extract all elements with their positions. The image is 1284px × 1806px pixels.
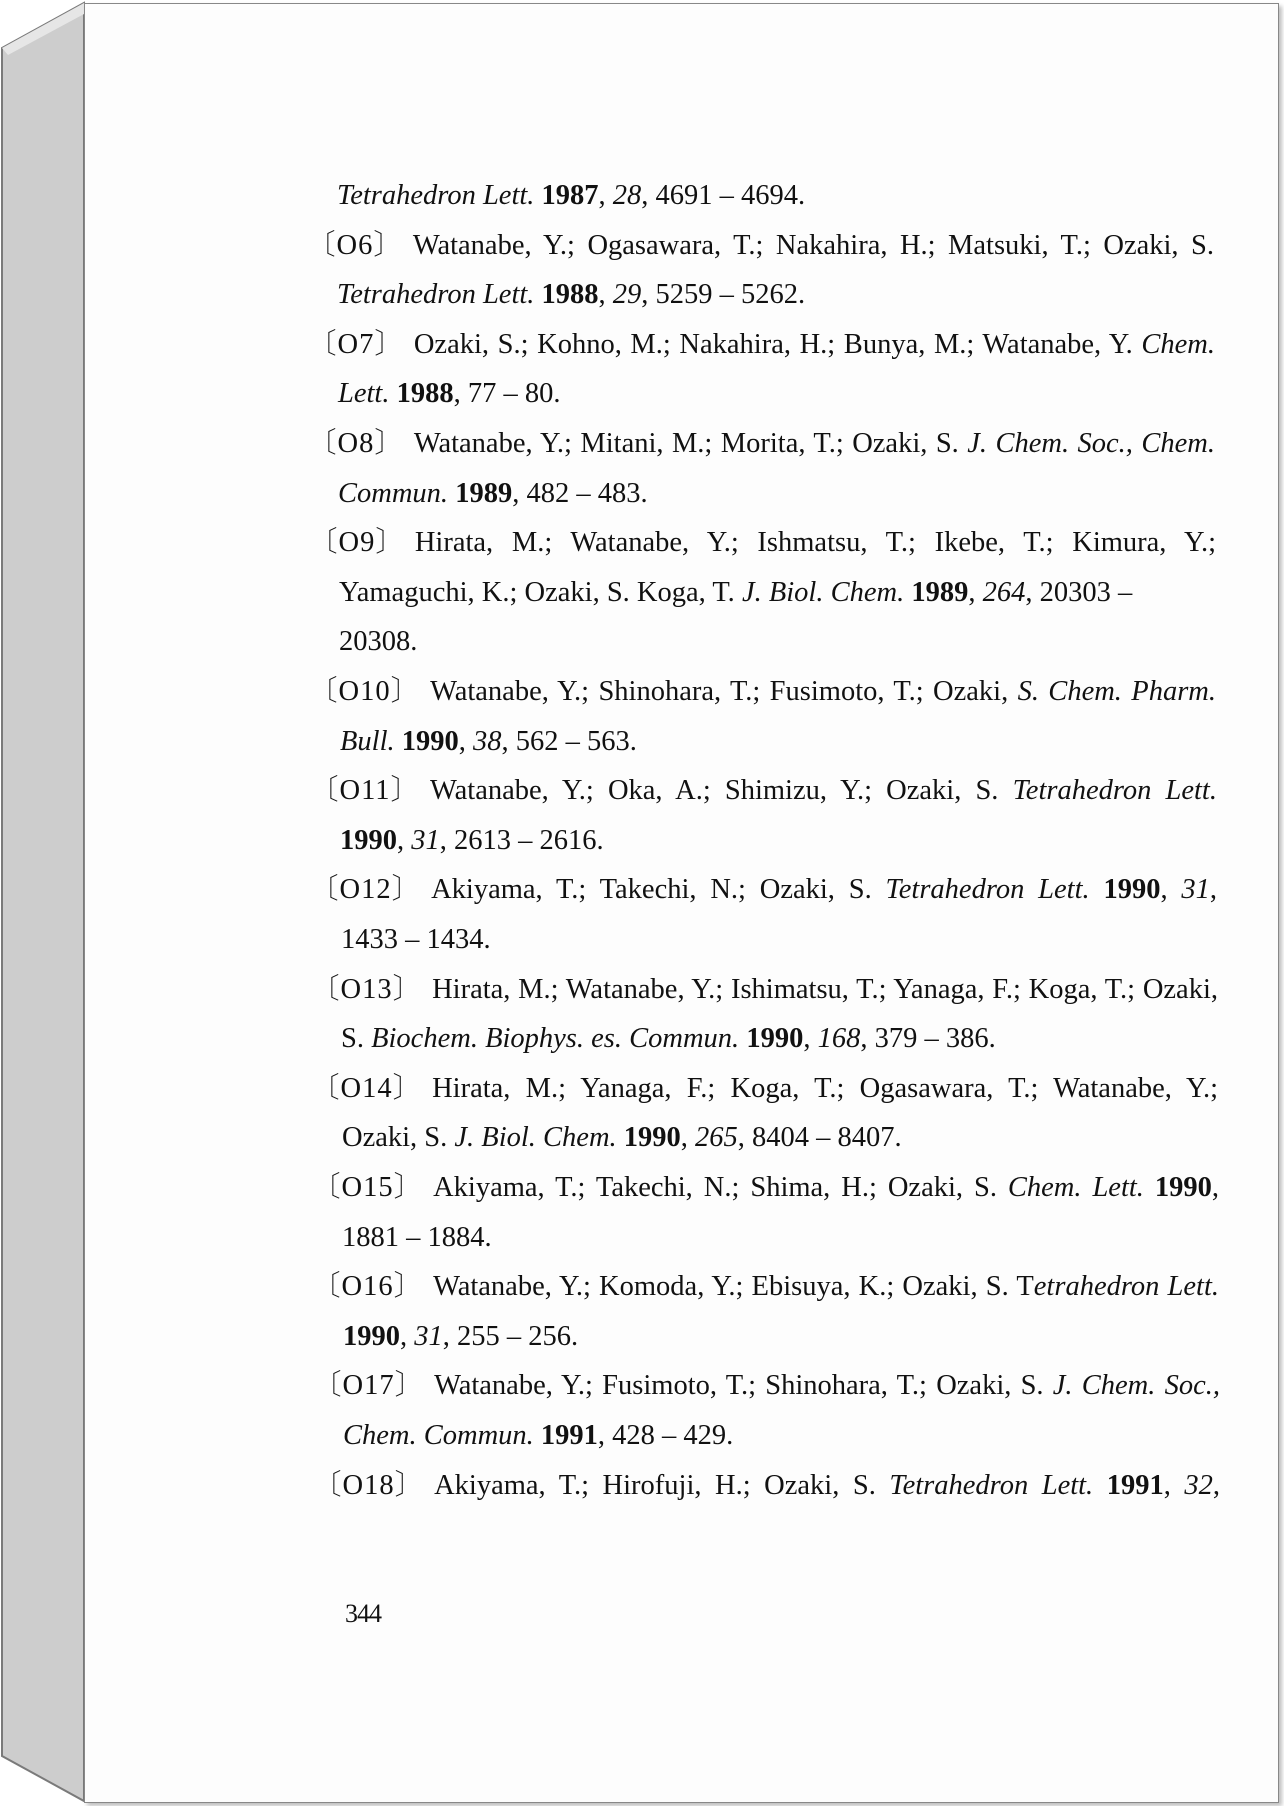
- italic-text: Commun.: [338, 477, 449, 509]
- reference-first-line: [312, 1171, 1219, 1205]
- bold-year: 1990: [1103, 874, 1161, 906]
- reference-first-line: [309, 675, 1216, 709]
- bold-year: 1990: [401, 725, 459, 757]
- reference-text: Watanabe, Y.; Oka, A.; Shimizu, Y.; Ozaki, S.: [430, 775, 1013, 807]
- reference-continuation-line: [342, 1121, 902, 1155]
- book-page: [84, 3, 1279, 1803]
- reference-continuation-line: [343, 1320, 578, 1354]
- italic-text: 264: [982, 576, 1026, 608]
- reference-text: Watanabe, Y.; Komoda, Y.; Ebisuya, K.; Ozaki, S. T: [433, 1271, 1034, 1303]
- reference-first-line: [313, 1369, 1220, 1403]
- italic-text: Tetrahedron Lett.: [889, 1469, 1094, 1501]
- italic-text: 28: [612, 180, 642, 211]
- reference-continuation-line: [341, 923, 491, 957]
- reference-first-line: [312, 1270, 1219, 1304]
- italic-text: Lett.: [338, 378, 390, 410]
- reference-number: 〔O17〕: [313, 1370, 425, 1402]
- reference-continuation-line: [340, 824, 604, 858]
- bold-year: 1988: [396, 378, 454, 410]
- reference-text: ,: [458, 725, 473, 757]
- reference-text: Akiyama, T.; Takechi, N.; Shima, H.; Ozaki, S.: [433, 1172, 1008, 1203]
- reference-text: Ozaki, S.: [342, 1122, 455, 1154]
- reference-text: Ozaki, S.; Kohno, M.; Nakahira, H.; Bunya, M.; Watanabe, Y.: [413, 328, 1142, 360]
- reference-text: Akiyama, T.; Hirofuji, H.; Ozaki, S.: [434, 1469, 890, 1501]
- reference-text: ,: [1209, 874, 1218, 906]
- reference-text: [534, 279, 541, 310]
- book-spine-face: [2, 3, 84, 1801]
- bold-year: 1988: [541, 279, 599, 311]
- reference-text: [1090, 874, 1104, 905]
- bold-year: 1990: [340, 824, 397, 856]
- reference-text: Hirata, M.; Watanabe, Y.; Ishimatsu, T.; Yanaga, F.; Koga, T.; Ozaki,: [432, 973, 1218, 1005]
- italic-text: Chem. Lett.: [1007, 1172, 1144, 1203]
- reference-list: [85, 4, 1278, 1802]
- italic-text: 168: [817, 1023, 861, 1055]
- italic-text: J. Chem. Soc.,: [1052, 1370, 1221, 1402]
- reference-continuation-line: [342, 1221, 492, 1255]
- reference-text: , 379 – 386.: [860, 1023, 996, 1055]
- reference-text: ,: [1211, 1172, 1219, 1203]
- reference-number: 〔O7〕: [308, 328, 404, 360]
- reference-text: ,: [400, 1320, 415, 1352]
- reference-first-line: [311, 1072, 1218, 1106]
- reference-text: , 20303 –: [1025, 576, 1133, 608]
- italic-text: J. Chem. Soc., Chem.: [967, 428, 1215, 459]
- reference-continuation-line: [338, 377, 560, 411]
- reference-number: 〔O9〕: [309, 527, 405, 559]
- italic-text: Bull.: [340, 725, 395, 757]
- reference-text: [389, 378, 396, 409]
- italic-text: Chem.: [1141, 328, 1215, 360]
- reference-text: Hirata, M.; Watanabe, Y.; Ishmatsu, T.; Ikebe, T.; Kimura, Y.;: [414, 527, 1216, 559]
- reference-text: ,: [1160, 874, 1182, 906]
- italic-text: Biochem. Biophys. es. Commun.: [371, 1023, 740, 1055]
- bold-year: 1991: [1106, 1469, 1164, 1501]
- italic-text: 31: [1181, 874, 1210, 906]
- italic-text: Tetrahedron Lett.: [885, 874, 1090, 906]
- reference-text: [617, 1122, 624, 1153]
- reference-first-line: [311, 973, 1218, 1007]
- italic-text: 29: [612, 279, 642, 311]
- reference-text: Watanabe, Y.; Fusimoto, T.; Shinohara, T.; Ozaki, S.: [434, 1370, 1053, 1402]
- reference-number: 〔O13〕: [311, 973, 423, 1005]
- reference-first-line: [307, 229, 1214, 263]
- reference-number: 〔O8〕: [308, 428, 404, 459]
- reference-number: 〔O15〕: [312, 1172, 424, 1203]
- book-spine: [0, 0, 86, 1806]
- reference-text: [395, 726, 402, 757]
- reference-text: Hirata, M.; Yanaga, F.; Koga, T.; Ogasawara, T.; Watanabe, Y.;: [432, 1072, 1218, 1104]
- reference-text: ,: [1212, 1469, 1220, 1501]
- italic-text: S. Chem. Pharm.: [1017, 676, 1216, 707]
- reference-continuation-line: [339, 576, 1132, 610]
- reference-number: 〔O12〕: [310, 874, 422, 906]
- italic-text: 31: [411, 824, 440, 856]
- reference-text: , 4691 – 4694.: [641, 180, 806, 211]
- reference-text: 1881 – 1884.: [342, 1221, 492, 1253]
- reference-first-line: [310, 774, 1217, 808]
- bold-year: 1990: [1154, 1172, 1212, 1203]
- italic-text: Tetrahedron Lett.: [1012, 775, 1217, 807]
- reference-text: ,: [1163, 1469, 1185, 1501]
- italic-text: 31: [414, 1320, 443, 1352]
- bold-year: 1991: [540, 1420, 598, 1451]
- reference-text: Watanabe, Y.; Shinohara, T.; Fusimoto, T.; Ozaki,: [430, 676, 1018, 707]
- italic-text: J. Biol. Chem.: [454, 1122, 617, 1154]
- reference-continuation-line: [337, 278, 805, 312]
- reference-text: [534, 180, 541, 211]
- reference-text: , 562 – 563.: [501, 725, 637, 757]
- reference-number: 〔O10〕: [309, 676, 421, 707]
- bold-year: 1989: [455, 477, 513, 509]
- italic-text: 32: [1184, 1469, 1213, 1501]
- reference-first-line: [309, 526, 1216, 560]
- reference-text: ,: [968, 576, 983, 608]
- reference-number: 〔O16〕: [312, 1271, 424, 1303]
- reference-text: ,: [680, 1122, 696, 1154]
- reference-text: , 255 – 256.: [442, 1320, 579, 1352]
- reference-text: [1144, 1172, 1155, 1203]
- italic-text: Tetrahedron Lett.: [337, 279, 535, 311]
- reference-number: 〔O14〕: [311, 1072, 423, 1104]
- reference-text: Yamaguchi, K.; Ozaki, S. Koga, T.: [339, 576, 742, 608]
- reference-text: 20308.: [339, 626, 418, 658]
- reference-text: , 77 – 80.: [453, 378, 561, 410]
- bold-year: 1987: [541, 180, 599, 211]
- reference-text: [1093, 1470, 1107, 1501]
- reference-text: , 8404 – 8407.: [737, 1122, 902, 1154]
- reference-text: ,: [598, 279, 613, 311]
- bold-year: 1990: [746, 1023, 804, 1055]
- bold-year: 1990: [343, 1320, 400, 1352]
- reference-text: Akiyama, T.; Takechi, N.; Ozaki, S.: [431, 874, 886, 906]
- italic-text: Chem. Commun.: [343, 1420, 534, 1451]
- reference-text: Watanabe, Y.; Ogasawara, T.; Nakahira, H.; Matsuki, T.; Ozaki, S.: [412, 229, 1214, 261]
- reference-continuation-line: [341, 1022, 996, 1056]
- reference-text: [534, 1420, 541, 1451]
- reference-first-line: [308, 328, 1215, 362]
- reference-text: Watanabe, Y.; Mitani, M.; Morita, T.; Ozaki, S.: [413, 428, 968, 459]
- reference-first-line: [313, 1469, 1220, 1503]
- reference-continuation-line: [338, 477, 648, 511]
- reference-text: , 428 – 429.: [597, 1420, 734, 1451]
- italic-text: J. Biol. Chem.: [741, 576, 905, 608]
- reference-number: 〔O11〕: [310, 775, 421, 807]
- page-number: 344: [345, 1599, 381, 1628]
- reference-first-line: [308, 427, 1215, 461]
- reference-text: ,: [803, 1023, 818, 1055]
- reference-continuation-line: [343, 1419, 733, 1453]
- reference-continuation-line: [337, 179, 805, 213]
- reference-number: 〔O18〕: [313, 1469, 425, 1501]
- reference-text: , 2613 – 2616.: [439, 824, 604, 856]
- reference-text: 1433 – 1434.: [341, 924, 491, 955]
- bold-year: 1990: [623, 1122, 681, 1154]
- italic-text: 38: [473, 725, 502, 757]
- reference-text: ,: [598, 180, 613, 211]
- reference-text: , 482 – 483.: [512, 477, 648, 509]
- bold-year: 1989: [911, 576, 969, 608]
- reference-number: 〔O6〕: [307, 229, 403, 261]
- reference-first-line: [310, 873, 1217, 907]
- reference-text: ,: [397, 824, 412, 856]
- italic-text: etrahedron Lett.: [1033, 1271, 1219, 1303]
- reference-text: , 5259 – 5262.: [641, 279, 806, 311]
- reference-continuation-line: [340, 725, 637, 759]
- reference-text: S.: [341, 1023, 372, 1055]
- italic-text: 265: [695, 1122, 738, 1154]
- italic-text: Tetrahedron Lett.: [337, 180, 535, 211]
- reference-continuation-line: [339, 625, 417, 659]
